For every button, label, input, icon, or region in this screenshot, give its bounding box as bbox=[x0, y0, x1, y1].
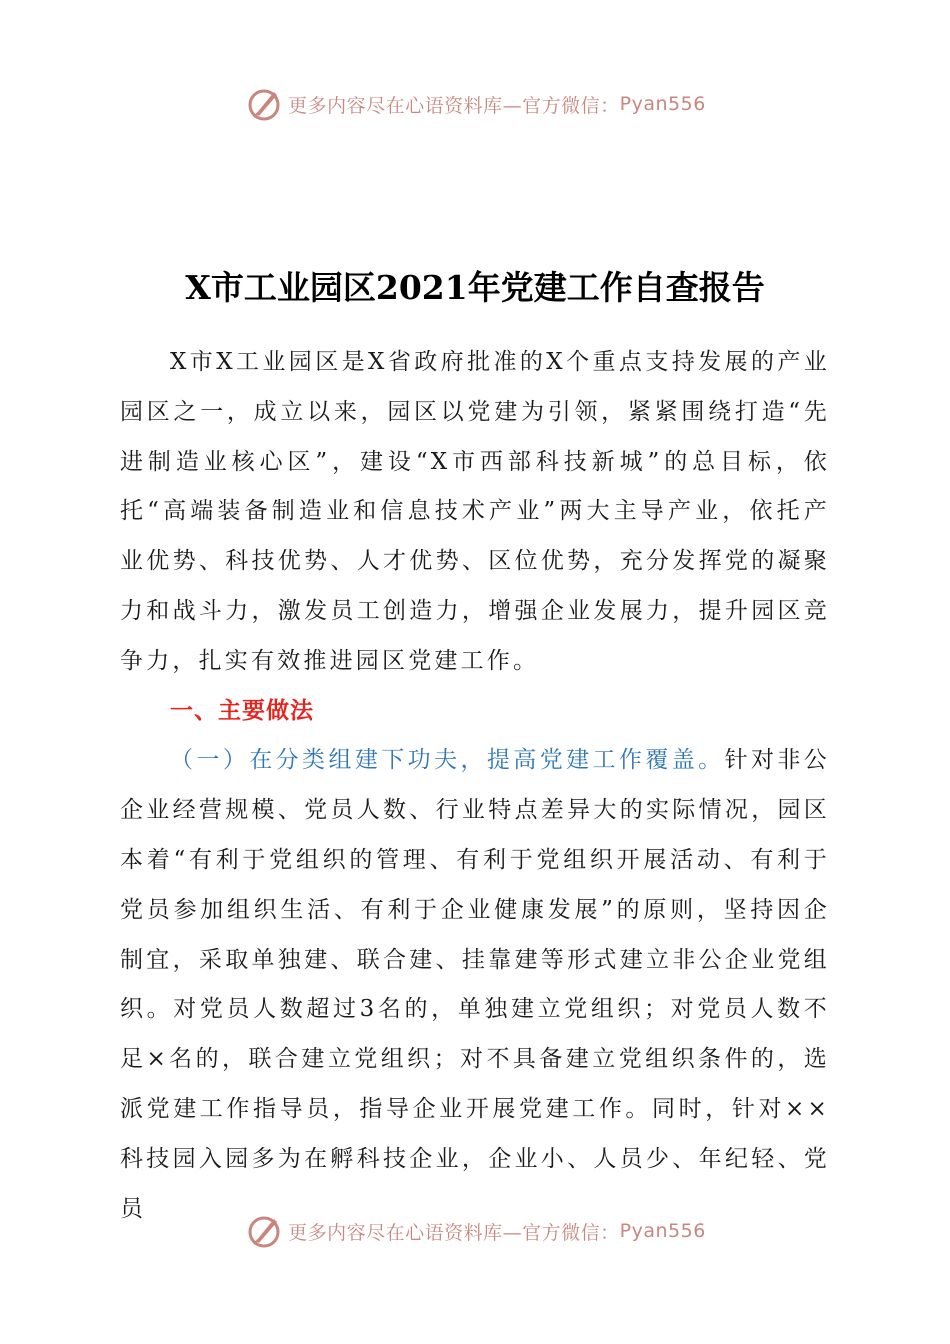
subsection-paragraph bbox=[120, 736, 830, 1234]
quill-logo-icon bbox=[244, 1211, 284, 1251]
header-banner bbox=[0, 82, 950, 126]
banner-text: 更多内容尽在心语资料库—官方微信： bbox=[288, 94, 620, 117]
subsection-text: 针对非公企业经营规模、党员人数、行业特点差异大的实际情况，园区本着“有利于党组织的管理、有利于党组织开展活动、有利于党员参加组织生活、有利于企业健康发展”的原则，坚持因企制宜，采取单独建、联合建、挂靠建等形式建立非公企业党组织。对党员人数超过3名的，单独建立党组织；对党员人数不足×名的，联合建立党组织；对不具备建立党组织条件的，选派党建工作指导员，指导企业开展党建工作。同时，针对××科技园入园多为在孵科技企业，企业小、人员少、年纪轻、党员 bbox=[120, 747, 830, 1222]
banner-text: 更多内容尽在心语资料库—官方微信： bbox=[288, 1221, 620, 1244]
quill-logo-icon bbox=[244, 84, 284, 124]
document-body bbox=[120, 338, 830, 1234]
document-title: X市工业园区2021年党建工作自查报告 bbox=[185, 268, 765, 307]
banner-contact: Pyan556 bbox=[619, 93, 706, 115]
intro-paragraph: X市X工业园区是X省政府批准的X个重点支持发展的产业园区之一，成立以来，园区以党建为引领，紧紧围绕打造“先进制造业核心区”，建设“X市西部科技新城”的总目标，依托“高端装备制造业和信息技术产业”两大主导产业，依托产业优势、科技优势、人才优势、区位优势，充分发挥党的凝聚力和战斗力，激发员工创造力，增强企业发展力，提升园区竞争力，扎实有效推进园区党建工作。 bbox=[120, 349, 830, 674]
footer-banner bbox=[0, 1209, 950, 1253]
banner-contact: Pyan556 bbox=[619, 1220, 706, 1242]
subsection-heading: （一）在分类组建下功夫，提高党建工作覆盖。 bbox=[170, 747, 725, 774]
section-heading: 一、主要做法 bbox=[170, 697, 314, 724]
